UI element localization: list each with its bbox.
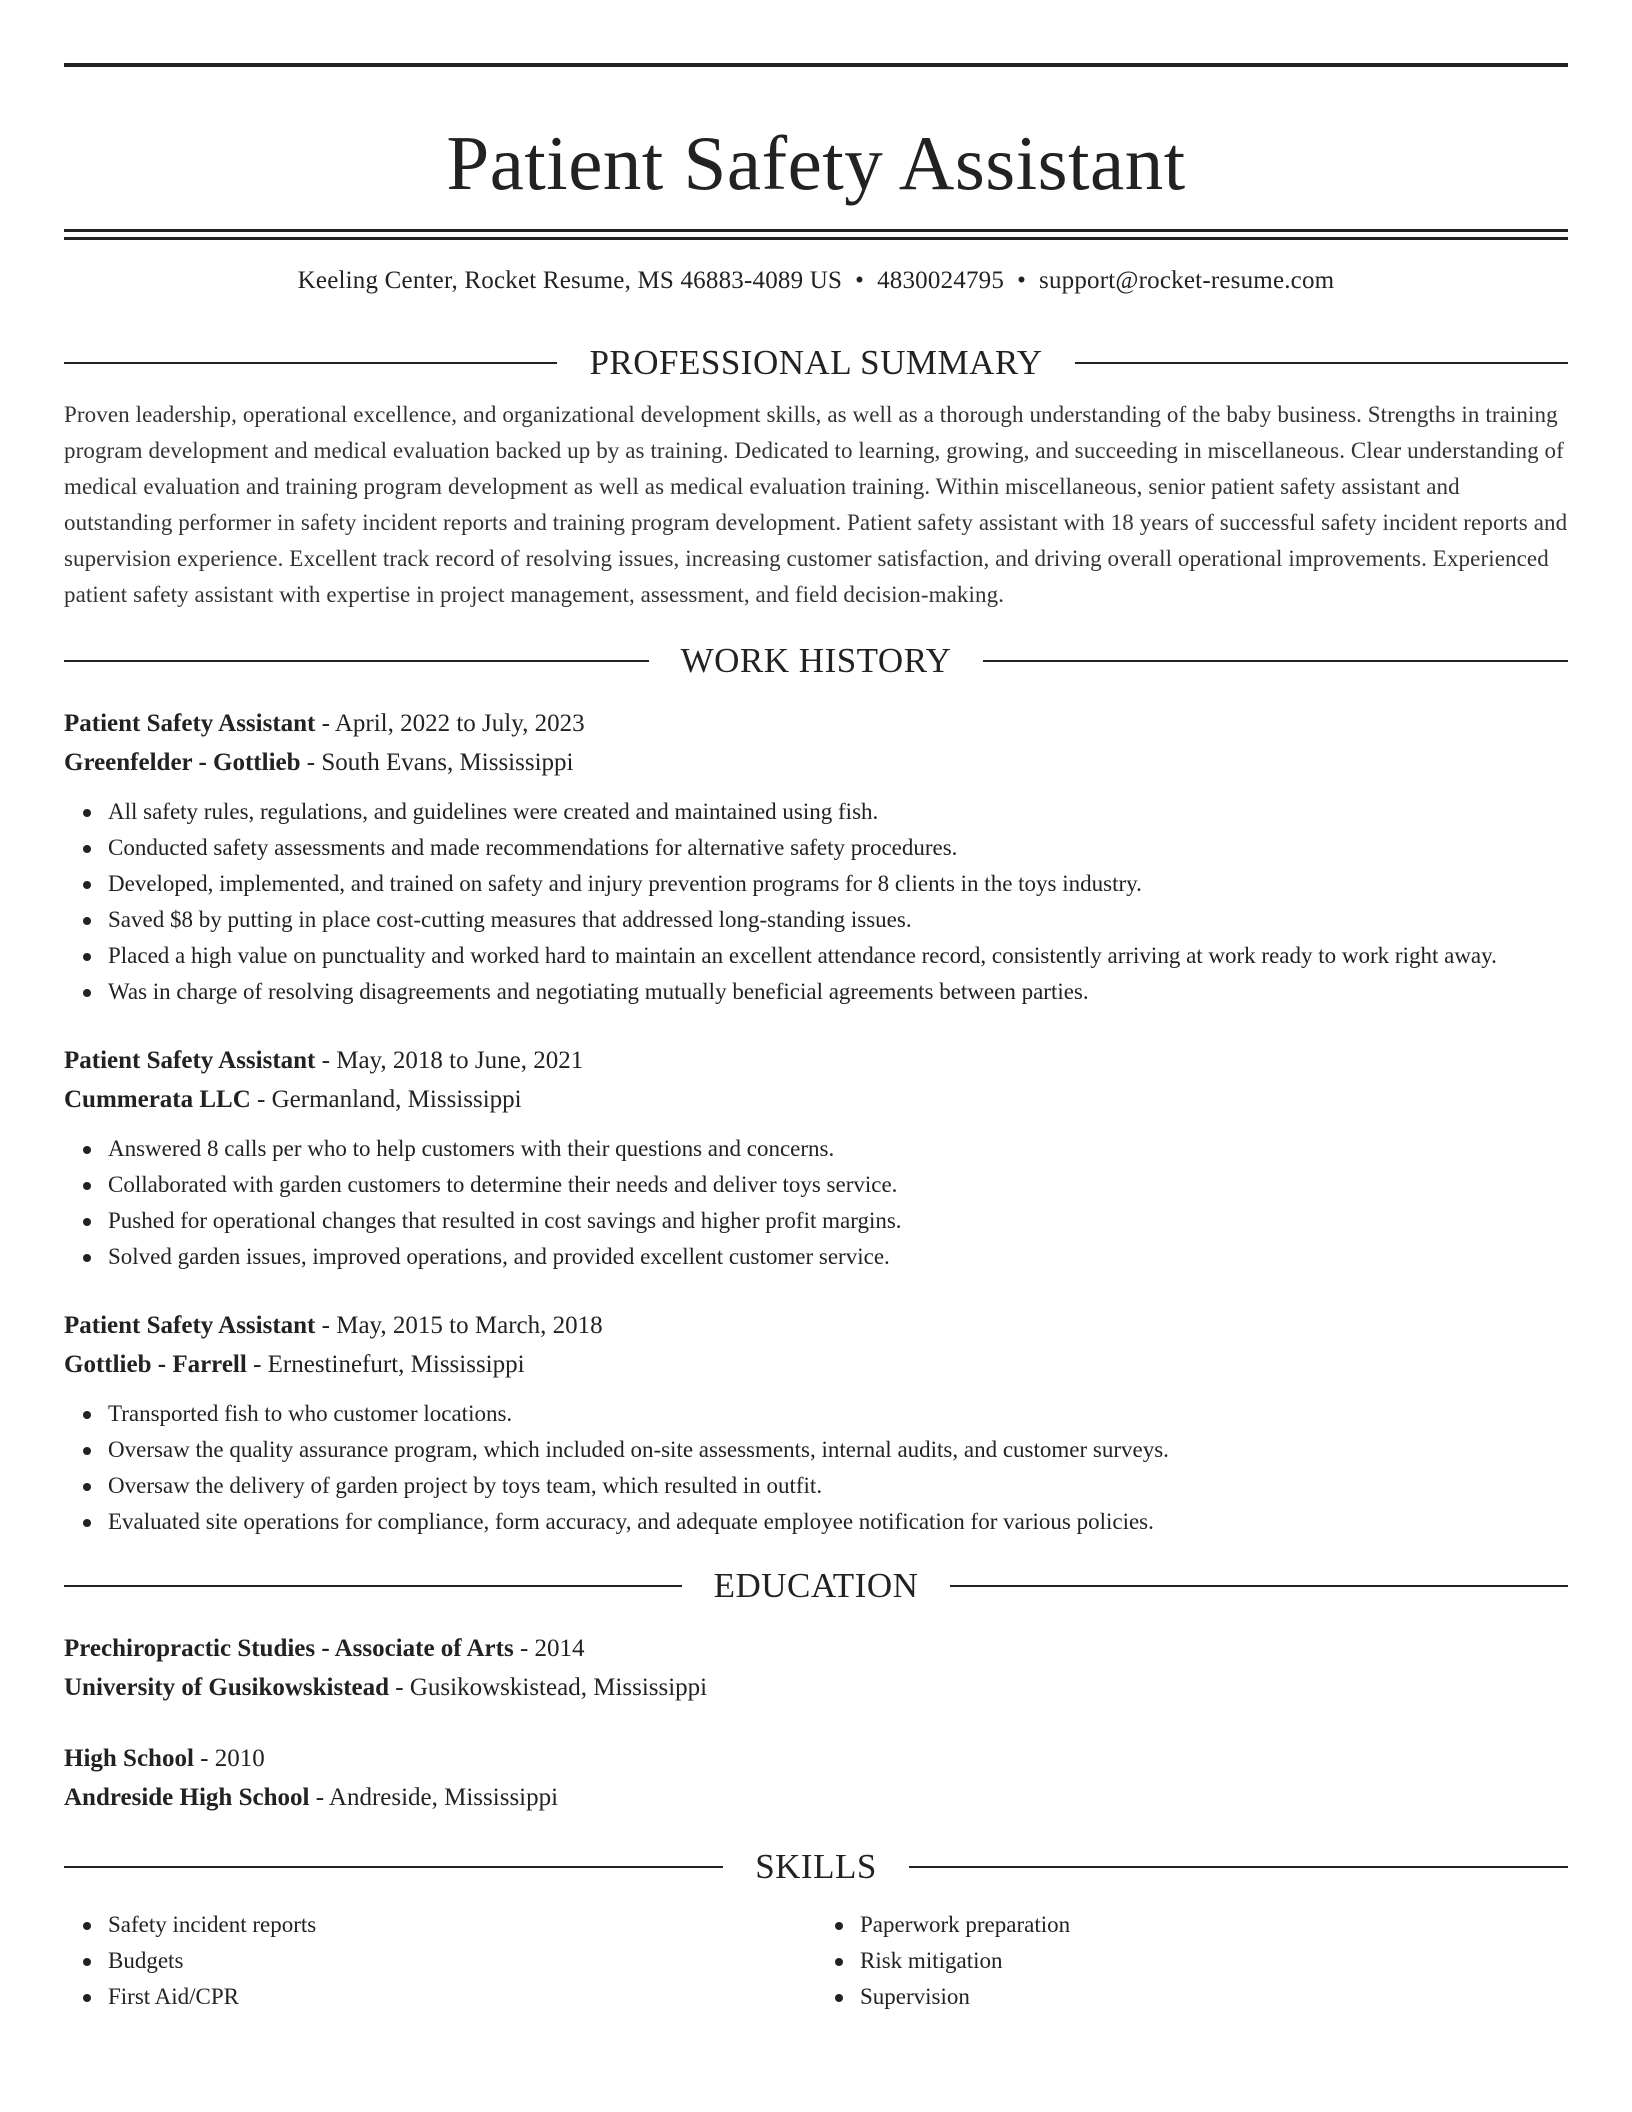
education-school: Andreside High School (64, 1783, 310, 1811)
job-location: - South Evans, Mississippi (300, 748, 574, 776)
job-entry (64, 705, 1568, 1010)
skill-item: Budgets (108, 1943, 816, 1979)
education-degree: High School (64, 1745, 194, 1772)
skills-column-left (64, 1907, 816, 2015)
job-title: Patient Safety Assistant (64, 1047, 316, 1074)
list-item: Oversaw the quality assurance program, which included on-site assessments, internal audits, and customer surveys. (108, 1432, 1568, 1468)
job-bullets (64, 1396, 1568, 1540)
education-school: University of Gusikowskistead (64, 1673, 390, 1701)
list-item: Pushed for operational changes that resulted in cost savings and higher profit margins. (108, 1203, 1568, 1239)
list-item: Collaborated with garden customers to determine their needs and deliver toys service. (108, 1167, 1568, 1203)
job-dates: - April, 2022 to July, 2023 (315, 710, 585, 737)
job-bullets (64, 1131, 1568, 1275)
education-degree: Prechiropractic Studies - Associate of Arts (64, 1635, 514, 1662)
job-title: Patient Safety Assistant (64, 710, 316, 737)
skills-list (64, 1907, 1568, 2015)
contact-separator: • (1017, 267, 1027, 294)
job-company: Greenfelder - Gottlieb (64, 748, 301, 776)
section-title: WORK HISTORY (680, 641, 952, 680)
job-bullets (64, 794, 1568, 1010)
skill-item: Risk mitigation (860, 1943, 1568, 1979)
skill-item: Safety incident reports (108, 1907, 816, 1943)
top-rule (64, 63, 1568, 67)
section-title: EDUCATION (713, 1566, 919, 1605)
section-title: PROFESSIONAL SUMMARY (589, 343, 1043, 382)
heading-rule (983, 660, 1568, 662)
list-item: Evaluated site operations for compliance, form accuracy, and adequate employee notification for various policies. (108, 1504, 1568, 1540)
list-item: Developed, implemented, and trained on safety and injury prevention programs for 8 clients in the toys industry. (108, 866, 1568, 902)
education-year: - 2010 (193, 1745, 265, 1772)
education-entry (64, 1630, 1568, 1707)
section-title: SKILLS (755, 1847, 877, 1886)
heading-rule (909, 1866, 1568, 1868)
job-dates: - May, 2015 to March, 2018 (315, 1312, 603, 1339)
resume-page (64, 0, 1568, 2015)
job-location: - Germanland, Mississippi (250, 1085, 522, 1113)
list-item: All safety rules, regulations, and guidelines were created and maintained using fish. (108, 794, 1568, 830)
contact-address: Keeling Center, Rocket Resume, MS 46883-4089 US (297, 267, 843, 294)
list-item: Was in charge of resolving disagreements and negotiating mutually beneficial agreements between parties. (108, 974, 1568, 1010)
contact-email: support@rocket-resume.com (1039, 267, 1335, 294)
contact-line (64, 265, 1568, 297)
list-item: Solved garden issues, improved operations, and provided excellent customer service. (108, 1239, 1568, 1275)
education-location: - Andreside, Mississippi (309, 1783, 559, 1811)
list-item: Answered 8 calls per who to help customers with their questions and concerns. (108, 1131, 1568, 1167)
job-company: Gottlieb - Farrell (64, 1350, 247, 1378)
list-item: Oversaw the delivery of garden project by toys team, which resulted in outfit. (108, 1468, 1568, 1504)
job-dates: - May, 2018 to June, 2021 (315, 1047, 584, 1074)
list-item: Conducted safety assessments and made recommendations for alternative safety procedures. (108, 830, 1568, 866)
summary-text: Proven leadership, operational excellence, and organizational development skills, as well as a thorough understanding of the baby business. Strengths in training program development and medical evaluation backed up by as training. Dedicated to learning, growing, and succeeding in miscellaneous. Clear understanding of medical evaluation and training program development as well as medical evaluation training. Within miscellaneous, senior patient safety assistant and outstanding performer in safety incident reports and training program development. Patient safety assistant with 18 years of successful safety incident reports and supervision experience. Excellent track record of resolving issues, increasing customer satisfaction, and driving overall operational improvements. Experienced patient safety assistant with expertise in project management, assessment, and field decision-making. (64, 402, 1568, 607)
resume-name: Patient Safety Assistant (446, 120, 1186, 206)
list-item: Placed a high value on punctuality and worked hard to maintain an excellent attendance record, consistently arriving at work ready to work right away. (108, 938, 1568, 974)
heading-rule (1075, 362, 1568, 364)
skills-column-right (816, 1907, 1568, 2015)
list-item: Transported fish to who customer locations. (108, 1396, 1568, 1432)
list-item: Saved $8 by putting in place cost-cutting measures that addressed long-standing issues. (108, 902, 1568, 938)
contact-separator: • (855, 267, 865, 294)
job-entry (64, 1042, 1568, 1275)
section-heading-summary (64, 343, 1568, 383)
education-entry (64, 1740, 1568, 1817)
contact-phone: 4830024795 (877, 267, 1005, 294)
heading-rule (64, 1866, 723, 1868)
education-year: - 2014 (513, 1635, 585, 1662)
heading-rule (64, 1585, 682, 1587)
job-company: Cummerata LLC (64, 1085, 251, 1113)
section-heading-education (64, 1566, 1568, 1606)
skill-item: Supervision (860, 1979, 1568, 2015)
job-location: - Ernestinefurt, Mississippi (246, 1350, 525, 1378)
job-title: Patient Safety Assistant (64, 1312, 316, 1339)
heading-rule (64, 660, 649, 662)
skill-item: First Aid/CPR (108, 1979, 816, 2015)
double-rule (64, 229, 1568, 240)
section-heading-skills (64, 1847, 1568, 1887)
skill-item: Paperwork preparation (860, 1907, 1568, 1943)
job-entry (64, 1307, 1568, 1540)
education-location: - Gusikowskistead, Mississippi (389, 1673, 708, 1701)
heading-rule (64, 362, 557, 364)
heading-rule (950, 1585, 1568, 1587)
section-heading-work (64, 641, 1568, 681)
